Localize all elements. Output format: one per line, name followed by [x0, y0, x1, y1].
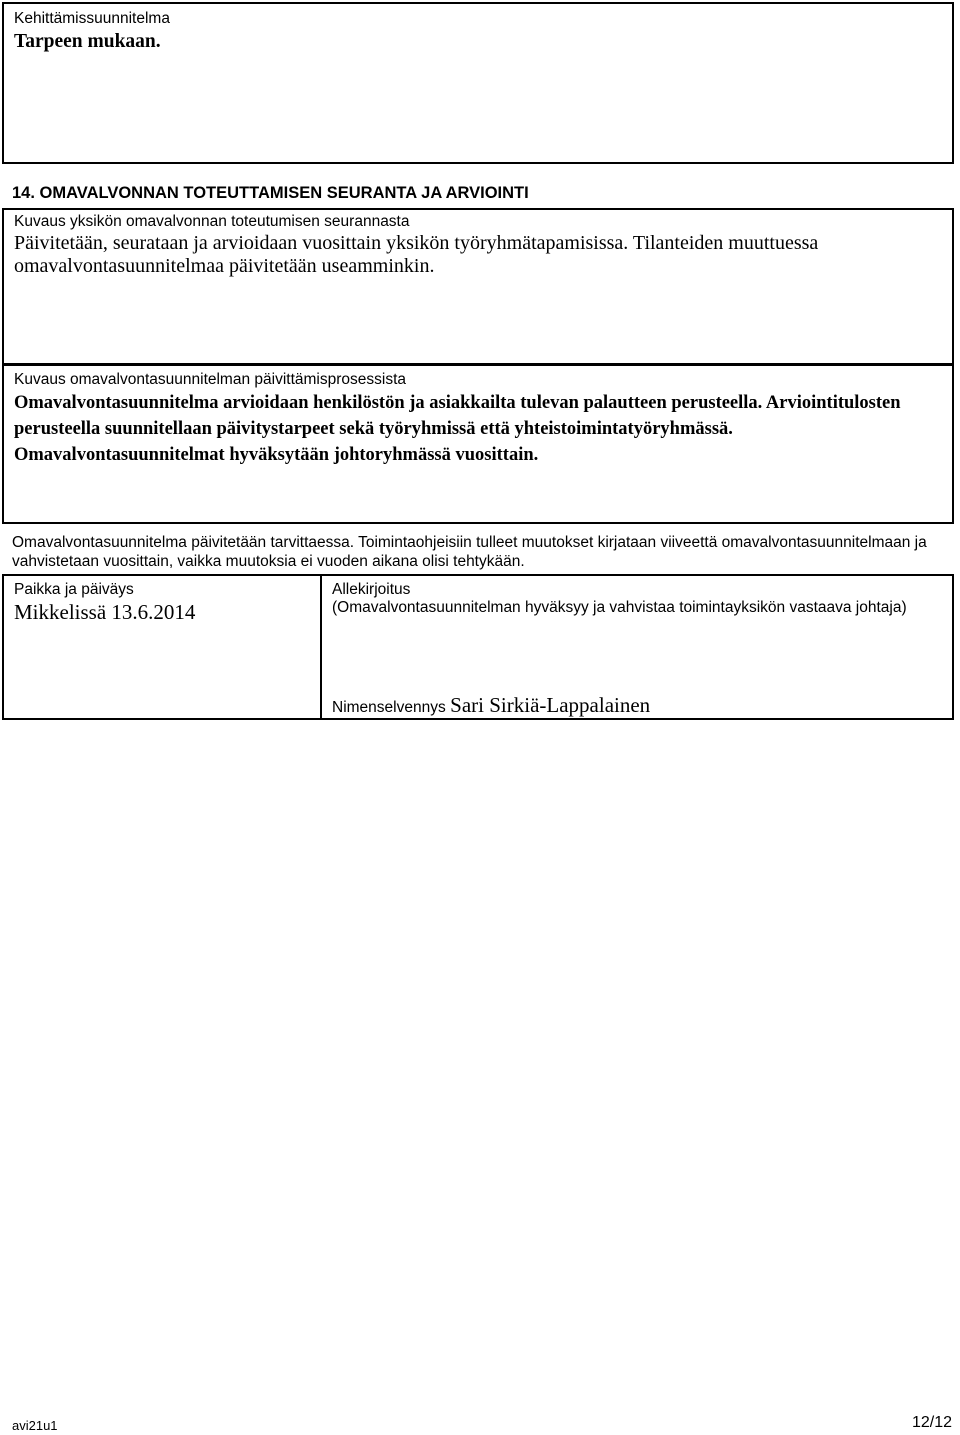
name-clarification-value: Sari Sirkiä-Lappalainen — [450, 693, 651, 717]
signature-box — [2, 574, 954, 720]
update-process-text: Omavalvontasuunnitelma arvioidaan henkilöstön ja asiakkailta tulevan palautteen perusteella. Arviointitulosten perusteella suunnitellaan päivitystarpeet sekä työryhmissä että yhteistoimintatyöryhmässä. Omavalvontasuunnitelmat hyväksytään johtoryhmässä vuosittain. — [14, 393, 901, 465]
update-note: Omavalvontasuunnitelma päivitetään tarvittaessa. Toimintaohjeisiin tulleet muutokset kirjataan viiveettä omavalvontasuunnitelmaan ja vahvistetaan vuosittain, vaikka muutoksia ei vuoden aikana olisi tehtykään. — [12, 534, 927, 570]
signature-description: (Omavalvontasuunnitelman hyväksyy ja vahvistaa toimintayksikön vastaava johtaja) — [332, 599, 907, 616]
footer-page-number: 12/12 — [911, 1414, 952, 1431]
update-process-label: Kuvaus omavalvontasuunnitelman päivittämisprosessista — [14, 371, 407, 388]
follow-up-text: Päivitetään, seurataan ja arvioidaan vuosittain yksikön työryhmätapamisissa. Tilanteiden muuttuessa omavalvontasuunnitelmaa päivitetään useamminkin. — [14, 232, 819, 277]
footer-doc-code: avi21u1 — [12, 1418, 58, 1433]
place-date-value: Mikkelissä 13.6.2014 — [14, 600, 196, 624]
signature-divider — [320, 576, 322, 718]
name-clarification-label: Nimenselvennys — [332, 699, 446, 716]
signature-label: Allekirjoitus — [332, 581, 411, 598]
follow-up-label: Kuvaus yksikön omavalvonnan toteutumisen seurannasta — [14, 213, 410, 230]
update-process-box — [2, 364, 954, 524]
development-plan-box — [2, 2, 954, 164]
name-clarification — [332, 693, 650, 718]
place-date-label: Paikka ja päiväys — [14, 581, 134, 598]
development-plan-label: Kehittämissuunnitelma — [14, 10, 170, 27]
development-plan-value: Tarpeen mukaan. — [14, 31, 161, 52]
follow-up-box — [2, 208, 954, 365]
section-heading: 14. OMAVALVONNAN TOTEUTTAMISEN SEURANTA JA ARVIOINTI — [12, 184, 529, 202]
